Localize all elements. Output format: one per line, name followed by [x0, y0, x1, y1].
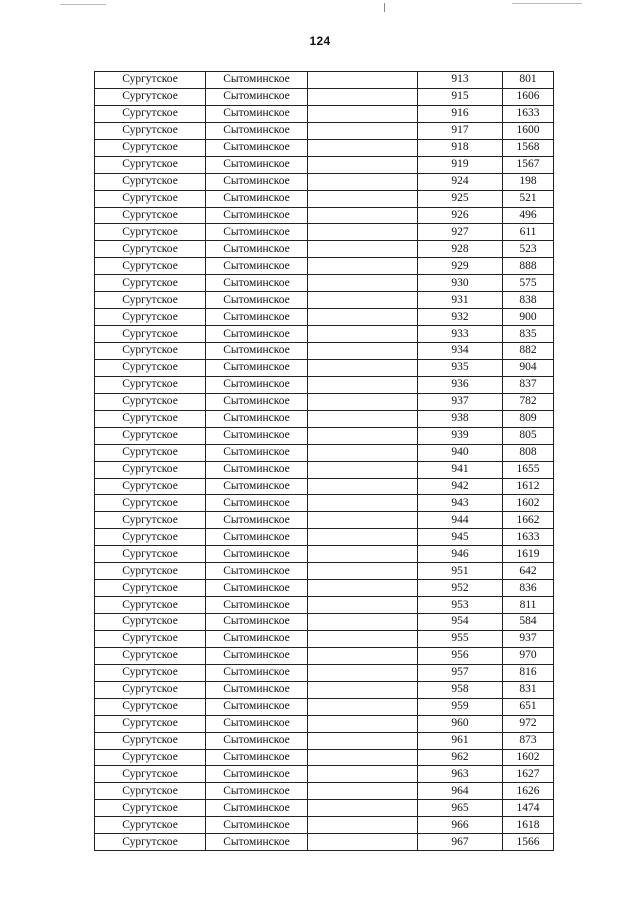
table-row — [95, 88, 554, 105]
value-cell: 1474 — [503, 800, 554, 817]
region-cell: Сургутское — [95, 88, 206, 105]
field-cell: Сытоминское — [206, 173, 308, 190]
region-cell: Сургутское — [95, 309, 206, 326]
value-cell: 1602 — [503, 495, 554, 512]
number-cell: 925 — [418, 190, 503, 207]
region-cell: Сургутское — [95, 512, 206, 529]
empty-cell — [308, 563, 418, 580]
empty-cell — [308, 817, 418, 834]
table-row — [95, 292, 554, 309]
number-cell: 951 — [418, 563, 503, 580]
table-row — [95, 72, 554, 89]
table-row — [95, 614, 554, 631]
field-cell: Сытоминское — [206, 190, 308, 207]
region-cell: Сургутское — [95, 376, 206, 393]
field-cell: Сытоминское — [206, 495, 308, 512]
value-cell: 888 — [503, 258, 554, 275]
empty-cell — [308, 614, 418, 631]
field-cell: Сытоминское — [206, 393, 308, 410]
table-body — [95, 72, 554, 851]
table-row — [95, 580, 554, 597]
number-cell: 940 — [418, 444, 503, 461]
region-cell: Сургутское — [95, 664, 206, 681]
table-row — [95, 800, 554, 817]
empty-cell — [308, 580, 418, 597]
value-cell: 198 — [503, 173, 554, 190]
field-cell: Сытоминское — [206, 207, 308, 224]
table-row — [95, 410, 554, 427]
value-cell: 873 — [503, 732, 554, 749]
value-cell: 1568 — [503, 139, 554, 156]
number-cell: 929 — [418, 258, 503, 275]
field-cell: Сытоминское — [206, 834, 308, 851]
empty-cell — [308, 698, 418, 715]
field-cell: Сытоминское — [206, 681, 308, 698]
field-cell: Сытоминское — [206, 478, 308, 495]
region-cell: Сургутское — [95, 105, 206, 122]
empty-cell — [308, 207, 418, 224]
empty-cell — [308, 647, 418, 664]
region-cell: Сургутское — [95, 139, 206, 156]
table-row — [95, 207, 554, 224]
region-cell: Сургутское — [95, 495, 206, 512]
table-row — [95, 258, 554, 275]
field-cell: Сытоминское — [206, 224, 308, 241]
table-row — [95, 495, 554, 512]
table-row — [95, 597, 554, 614]
field-cell: Сытоминское — [206, 766, 308, 783]
value-cell: 1618 — [503, 817, 554, 834]
value-cell: 1633 — [503, 105, 554, 122]
table-row — [95, 563, 554, 580]
value-cell: 801 — [503, 72, 554, 89]
number-cell: 954 — [418, 614, 503, 631]
region-cell: Сургутское — [95, 410, 206, 427]
region-cell: Сургутское — [95, 393, 206, 410]
number-cell: 938 — [418, 410, 503, 427]
region-cell: Сургутское — [95, 258, 206, 275]
number-cell: 933 — [418, 326, 503, 343]
number-cell: 935 — [418, 359, 503, 376]
value-cell: 1602 — [503, 749, 554, 766]
field-cell: Сытоминское — [206, 698, 308, 715]
number-cell: 924 — [418, 173, 503, 190]
empty-cell — [308, 495, 418, 512]
number-cell: 945 — [418, 529, 503, 546]
table-row — [95, 241, 554, 258]
table-row — [95, 139, 554, 156]
empty-cell — [308, 800, 418, 817]
region-cell: Сургутское — [95, 817, 206, 834]
number-cell: 956 — [418, 647, 503, 664]
number-cell: 966 — [418, 817, 503, 834]
value-cell: 805 — [503, 427, 554, 444]
region-cell: Сургутское — [95, 275, 206, 292]
table-row — [95, 224, 554, 241]
field-cell: Сытоминское — [206, 529, 308, 546]
field-cell: Сытоминское — [206, 72, 308, 89]
field-cell: Сытоминское — [206, 715, 308, 732]
value-cell: 904 — [503, 359, 554, 376]
field-cell: Сытоминское — [206, 343, 308, 360]
field-cell: Сытоминское — [206, 546, 308, 563]
value-cell: 1619 — [503, 546, 554, 563]
table-row — [95, 834, 554, 851]
table-row — [95, 326, 554, 343]
value-cell: 836 — [503, 580, 554, 597]
value-cell: 831 — [503, 681, 554, 698]
empty-cell — [308, 393, 418, 410]
value-cell: 1566 — [503, 834, 554, 851]
empty-cell — [308, 72, 418, 89]
field-cell: Сытоминское — [206, 512, 308, 529]
field-cell: Сытоминское — [206, 800, 308, 817]
table-row — [95, 647, 554, 664]
field-cell: Сытоминское — [206, 258, 308, 275]
number-cell: 955 — [418, 630, 503, 647]
scan-artifact — [60, 4, 106, 5]
empty-cell — [308, 190, 418, 207]
value-cell: 1627 — [503, 766, 554, 783]
table-row — [95, 444, 554, 461]
table-row — [95, 122, 554, 139]
value-cell: 651 — [503, 698, 554, 715]
value-cell: 1612 — [503, 478, 554, 495]
empty-cell — [308, 139, 418, 156]
value-cell: 882 — [503, 343, 554, 360]
field-cell: Сытоминское — [206, 732, 308, 749]
region-cell: Сургутское — [95, 173, 206, 190]
value-cell: 811 — [503, 597, 554, 614]
empty-cell — [308, 343, 418, 360]
table-row — [95, 427, 554, 444]
region-cell: Сургутское — [95, 224, 206, 241]
number-cell: 926 — [418, 207, 503, 224]
value-cell: 1662 — [503, 512, 554, 529]
empty-cell — [308, 241, 418, 258]
field-cell: Сытоминское — [206, 359, 308, 376]
number-cell: 937 — [418, 393, 503, 410]
table-row — [95, 546, 554, 563]
field-cell: Сытоминское — [206, 614, 308, 631]
region-cell: Сургутское — [95, 326, 206, 343]
table-row — [95, 359, 554, 376]
region-cell: Сургутское — [95, 563, 206, 580]
field-cell: Сытоминское — [206, 410, 308, 427]
number-cell: 931 — [418, 292, 503, 309]
number-cell: 934 — [418, 343, 503, 360]
number-cell: 943 — [418, 495, 503, 512]
field-cell: Сытоминское — [206, 749, 308, 766]
region-cell: Сургутское — [95, 597, 206, 614]
empty-cell — [308, 292, 418, 309]
number-cell: 939 — [418, 427, 503, 444]
field-cell: Сытоминское — [206, 664, 308, 681]
field-cell: Сытоминское — [206, 563, 308, 580]
number-cell: 936 — [418, 376, 503, 393]
number-cell: 942 — [418, 478, 503, 495]
table-row — [95, 630, 554, 647]
field-cell: Сытоминское — [206, 139, 308, 156]
data-table — [94, 71, 554, 851]
region-cell: Сургутское — [95, 698, 206, 715]
empty-cell — [308, 461, 418, 478]
region-cell: Сургутское — [95, 681, 206, 698]
field-cell: Сытоминское — [206, 105, 308, 122]
empty-cell — [308, 88, 418, 105]
number-cell: 919 — [418, 156, 503, 173]
empty-cell — [308, 275, 418, 292]
number-cell: 927 — [418, 224, 503, 241]
empty-cell — [308, 359, 418, 376]
value-cell: 900 — [503, 309, 554, 326]
region-cell: Сургутское — [95, 614, 206, 631]
region-cell: Сургутское — [95, 546, 206, 563]
table-row — [95, 732, 554, 749]
empty-cell — [308, 427, 418, 444]
region-cell: Сургутское — [95, 359, 206, 376]
empty-cell — [308, 664, 418, 681]
table-row — [95, 343, 554, 360]
region-cell: Сургутское — [95, 766, 206, 783]
field-cell: Сытоминское — [206, 275, 308, 292]
table-row — [95, 698, 554, 715]
region-cell: Сургутское — [95, 72, 206, 89]
number-cell: 963 — [418, 766, 503, 783]
number-cell: 953 — [418, 597, 503, 614]
value-cell: 838 — [503, 292, 554, 309]
value-cell: 808 — [503, 444, 554, 461]
region-cell: Сургутское — [95, 292, 206, 309]
empty-cell — [308, 529, 418, 546]
region-cell: Сургутское — [95, 800, 206, 817]
table-row — [95, 817, 554, 834]
number-cell: 941 — [418, 461, 503, 478]
region-cell: Сургутское — [95, 732, 206, 749]
empty-cell — [308, 630, 418, 647]
region-cell: Сургутское — [95, 122, 206, 139]
empty-cell — [308, 546, 418, 563]
field-cell: Сытоминское — [206, 156, 308, 173]
value-cell: 1606 — [503, 88, 554, 105]
number-cell: 930 — [418, 275, 503, 292]
region-cell: Сургутское — [95, 461, 206, 478]
number-cell: 967 — [418, 834, 503, 851]
empty-cell — [308, 681, 418, 698]
number-cell: 944 — [418, 512, 503, 529]
empty-cell — [308, 122, 418, 139]
field-cell: Сытоминское — [206, 88, 308, 105]
value-cell: 809 — [503, 410, 554, 427]
table-row — [95, 681, 554, 698]
field-cell: Сытоминское — [206, 444, 308, 461]
region-cell: Сургутское — [95, 427, 206, 444]
number-cell: 962 — [418, 749, 503, 766]
table-row — [95, 105, 554, 122]
table-row — [95, 715, 554, 732]
empty-cell — [308, 105, 418, 122]
number-cell: 961 — [418, 732, 503, 749]
empty-cell — [308, 512, 418, 529]
number-cell: 916 — [418, 105, 503, 122]
table-row — [95, 393, 554, 410]
field-cell: Сытоминское — [206, 817, 308, 834]
table-row — [95, 664, 554, 681]
field-cell: Сытоминское — [206, 292, 308, 309]
empty-cell — [308, 478, 418, 495]
region-cell: Сургутское — [95, 630, 206, 647]
value-cell: 972 — [503, 715, 554, 732]
number-cell: 928 — [418, 241, 503, 258]
value-cell: 835 — [503, 326, 554, 343]
region-cell: Сургутское — [95, 783, 206, 800]
empty-cell — [308, 732, 418, 749]
empty-cell — [308, 326, 418, 343]
value-cell: 496 — [503, 207, 554, 224]
number-cell: 959 — [418, 698, 503, 715]
number-cell: 932 — [418, 309, 503, 326]
region-cell: Сургутское — [95, 343, 206, 360]
number-cell: 965 — [418, 800, 503, 817]
table-row — [95, 309, 554, 326]
region-cell: Сургутское — [95, 478, 206, 495]
value-cell: 837 — [503, 376, 554, 393]
value-cell: 584 — [503, 614, 554, 631]
number-cell: 915 — [418, 88, 503, 105]
value-cell: 611 — [503, 224, 554, 241]
value-cell: 1655 — [503, 461, 554, 478]
page-number: 124 — [309, 34, 331, 48]
field-cell: Сытоминское — [206, 427, 308, 444]
empty-cell — [308, 224, 418, 241]
empty-cell — [308, 766, 418, 783]
field-cell: Сытоминское — [206, 630, 308, 647]
table-row — [95, 766, 554, 783]
region-cell: Сургутское — [95, 834, 206, 851]
table-row — [95, 376, 554, 393]
field-cell: Сытоминское — [206, 326, 308, 343]
region-cell: Сургутское — [95, 647, 206, 664]
table-row — [95, 275, 554, 292]
empty-cell — [308, 309, 418, 326]
scan-artifact — [512, 3, 582, 4]
table-row — [95, 478, 554, 495]
number-cell: 913 — [418, 72, 503, 89]
empty-cell — [308, 749, 418, 766]
number-cell: 958 — [418, 681, 503, 698]
table-row — [95, 461, 554, 478]
empty-cell — [308, 783, 418, 800]
region-cell: Сургутское — [95, 156, 206, 173]
field-cell: Сытоминское — [206, 580, 308, 597]
empty-cell — [308, 410, 418, 427]
region-cell: Сургутское — [95, 715, 206, 732]
table-row — [95, 173, 554, 190]
region-cell: Сургутское — [95, 529, 206, 546]
number-cell: 952 — [418, 580, 503, 597]
value-cell: 816 — [503, 664, 554, 681]
value-cell: 782 — [503, 393, 554, 410]
empty-cell — [308, 173, 418, 190]
value-cell: 1626 — [503, 783, 554, 800]
field-cell: Сытоминское — [206, 647, 308, 664]
field-cell: Сытоминское — [206, 597, 308, 614]
value-cell: 970 — [503, 647, 554, 664]
number-cell: 946 — [418, 546, 503, 563]
value-cell: 521 — [503, 190, 554, 207]
table-row — [95, 783, 554, 800]
value-cell: 937 — [503, 630, 554, 647]
empty-cell — [308, 715, 418, 732]
value-cell: 1600 — [503, 122, 554, 139]
table-row — [95, 529, 554, 546]
field-cell: Сытоминское — [206, 309, 308, 326]
empty-cell — [308, 258, 418, 275]
empty-cell — [308, 376, 418, 393]
region-cell: Сургутское — [95, 444, 206, 461]
region-cell: Сургутское — [95, 207, 206, 224]
field-cell: Сытоминское — [206, 376, 308, 393]
empty-cell — [308, 156, 418, 173]
table-row — [95, 190, 554, 207]
region-cell: Сургутское — [95, 749, 206, 766]
region-cell: Сургутское — [95, 241, 206, 258]
table-row — [95, 512, 554, 529]
region-cell: Сургутское — [95, 580, 206, 597]
value-cell: 523 — [503, 241, 554, 258]
value-cell: 575 — [503, 275, 554, 292]
value-cell: 1567 — [503, 156, 554, 173]
number-cell: 960 — [418, 715, 503, 732]
field-cell: Сытоминское — [206, 783, 308, 800]
field-cell: Сытоминское — [206, 461, 308, 478]
table-row — [95, 156, 554, 173]
field-cell: Сытоминское — [206, 241, 308, 258]
value-cell: 642 — [503, 563, 554, 580]
empty-cell — [308, 597, 418, 614]
scan-artifact — [384, 3, 385, 12]
number-cell: 917 — [418, 122, 503, 139]
value-cell: 1633 — [503, 529, 554, 546]
table-row — [95, 749, 554, 766]
number-cell: 964 — [418, 783, 503, 800]
field-cell: Сытоминское — [206, 122, 308, 139]
number-cell: 918 — [418, 139, 503, 156]
empty-cell — [308, 834, 418, 851]
region-cell: Сургутское — [95, 190, 206, 207]
number-cell: 957 — [418, 664, 503, 681]
empty-cell — [308, 444, 418, 461]
